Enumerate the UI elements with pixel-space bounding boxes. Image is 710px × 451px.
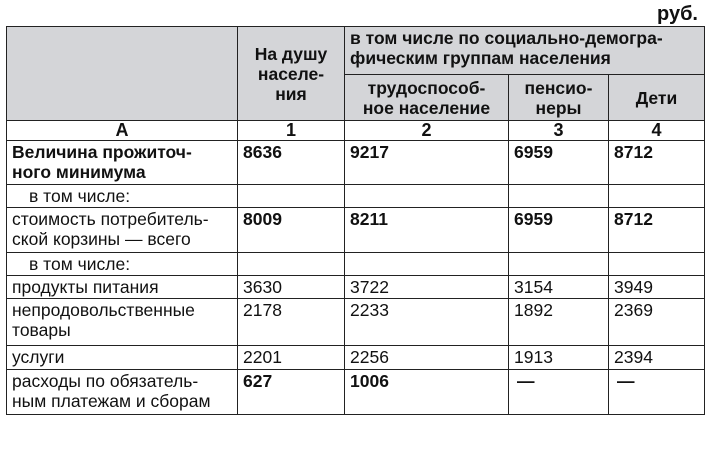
cell-value: 1913 [509, 346, 609, 370]
cell-value: 8712 [609, 141, 705, 185]
unit-label: руб. [657, 3, 698, 25]
cell-value [238, 253, 345, 276]
header-per-capita [238, 27, 345, 121]
header-working-age-text: трудоспособ- ное население [362, 77, 491, 118]
cell-value: 2178 [238, 299, 345, 346]
cell-value: 2256 [345, 346, 509, 370]
cell-value: 3722 [345, 276, 509, 299]
row-label-text: Величина прожиточ- ного минимума [12, 142, 192, 182]
cell-value: 2394 [609, 346, 705, 370]
table-row [7, 276, 705, 299]
cell-value: 8009 [238, 208, 345, 253]
cell-value: 2201 [238, 346, 345, 370]
col-number: 1 [238, 121, 345, 141]
cell-value: 1006 [345, 370, 509, 415]
table-row [7, 299, 705, 346]
row-label-text: непродовольственные товары [12, 300, 195, 340]
cell-value: 2233 [345, 299, 509, 346]
cell-value: 8211 [345, 208, 509, 253]
header-pensioners-text: пенсио- неры [524, 77, 593, 118]
row-label: услуги [7, 346, 238, 370]
row-label: в том числе: [7, 253, 238, 276]
table-row [7, 185, 705, 208]
row-label [7, 208, 238, 253]
row-label: продукты питания [7, 276, 238, 299]
cell-value [609, 185, 705, 208]
cell-value: 2369 [609, 299, 705, 346]
table-row [7, 253, 705, 276]
cell-value: 627 [238, 370, 345, 415]
col-number: 2 [345, 121, 509, 141]
cell-value: 3949 [609, 276, 705, 299]
cell-value: 3630 [238, 276, 345, 299]
cell-value: 8712 [609, 208, 705, 253]
col-number: 4 [609, 121, 705, 141]
row-label-text: расходы по обязатель- ным платежам и сборам [12, 371, 211, 411]
row-label-text: стоимость потребитель- ской корзины — всего [12, 209, 209, 249]
cell-value [609, 253, 705, 276]
header-by-groups-text: в том числе по социально-демогра- фическим группам населения [350, 28, 663, 68]
cell-value: 6959 [509, 208, 609, 253]
row-label: в том числе: [7, 185, 238, 208]
cell-value [345, 253, 509, 276]
cell-value: 8636 [238, 141, 345, 185]
cell-value: 6959 [509, 141, 609, 185]
header-pensioners [509, 75, 609, 121]
header-by-groups [345, 27, 705, 75]
header-empty-cell [7, 27, 238, 121]
cell-value: — [609, 370, 705, 415]
cell-value: — [509, 370, 609, 415]
cell-value [238, 185, 345, 208]
table-row [7, 208, 705, 253]
table-row [7, 141, 705, 185]
cell-value [509, 253, 609, 276]
row-label [7, 370, 238, 415]
cell-value [345, 185, 509, 208]
cell-value: 1892 [509, 299, 609, 346]
header-children-text: Дети [635, 87, 678, 108]
header-working-age [345, 75, 509, 121]
cell-value: 3154 [509, 276, 609, 299]
col-number: 3 [509, 121, 609, 141]
row-label [7, 299, 238, 346]
col-number: А [7, 121, 238, 141]
table-row [7, 346, 705, 370]
header-per-capita-text: На душу населе- ния [254, 43, 328, 104]
table-row [7, 370, 705, 415]
cell-value: 9217 [345, 141, 509, 185]
cell-value [509, 185, 609, 208]
header-children [609, 75, 705, 121]
row-label [7, 141, 238, 185]
subsistence-minimum-table [6, 26, 705, 415]
